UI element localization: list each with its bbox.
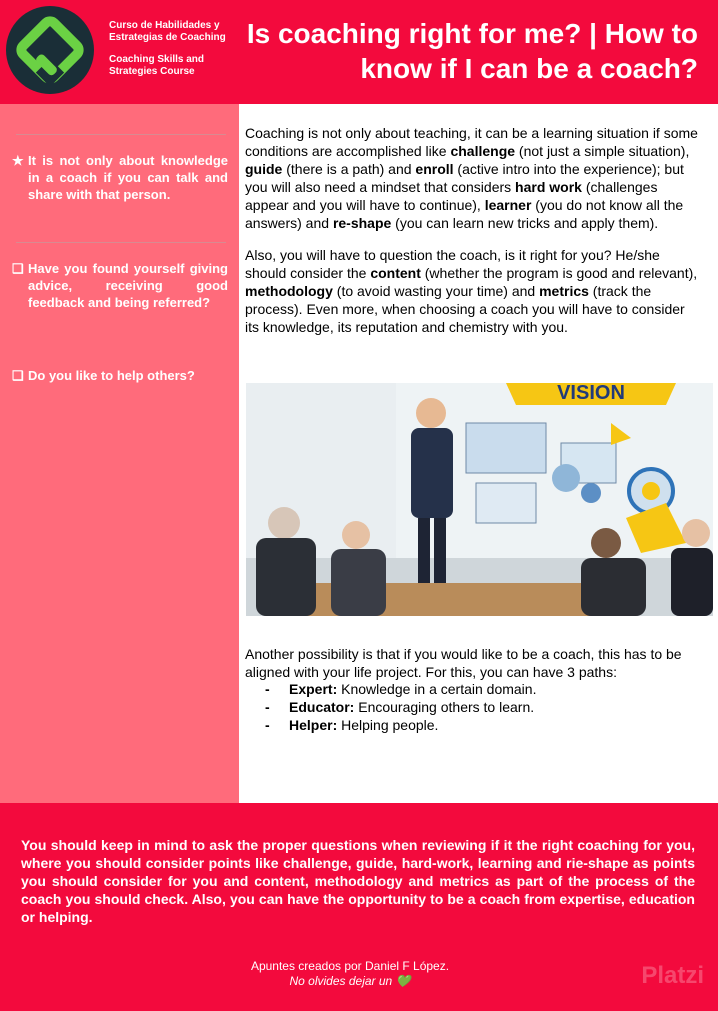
course-name-en: Coaching Skills and Strategies Course: [109, 54, 205, 77]
list-item: - Helper: Helping people.: [265, 717, 439, 733]
platzi-logo-icon: [6, 6, 94, 94]
path-term: Educator:: [289, 699, 355, 715]
star-icon: ★: [12, 153, 24, 168]
main-notes: [245, 124, 700, 336]
meeting-illustration: [246, 383, 713, 616]
paragraph-question-coach: Also, you will have to question the coach, is it right for you? He/she should consider the content (whether the program is good and relevant), methodology (to avoid wasting your time) and metrics (track the process). Even more, when choosing a coach you will have to consider its knowledge, its reputation and chemistry with you.: [245, 247, 698, 335]
path-desc: Knowledge in a certain domain.: [341, 681, 537, 697]
cue-sidebar: [0, 104, 239, 803]
cue-text: It is not only about knowledge in a coach if you can talk and share with that person.: [28, 153, 228, 202]
page-title: Is coaching right for me? | How to know if I can be a coach?: [246, 18, 698, 84]
header-banner: [0, 0, 718, 104]
cue-text: Do you like to help others?: [28, 368, 195, 383]
cue-text: Have you found yourself giving advice, receiving good feedback and being referred?: [28, 261, 228, 310]
summary-text: You should keep in mind to ask the proper questions when reviewing if it the right coaching for you, where you should consider points like challenge, guide, hard-work, learning and rie-shape as points you should consider for you and content, methodology and metrics as part of the process of the coach you should check. Also, you can have the opportunity to be a coach from expertise, education or helping.: [21, 837, 695, 925]
path-term: Expert:: [289, 681, 338, 697]
green-heart-icon: 💚: [395, 974, 411, 988]
path-desc: Encouraging others to learn.: [358, 699, 535, 715]
cue-item: [12, 367, 228, 384]
paths-list: [265, 680, 695, 734]
sidebar-divider: [16, 134, 226, 135]
vision-sign-text: VISION: [557, 383, 625, 404]
checkbox-icon: ❑: [12, 368, 24, 383]
paragraph-paths-intro: Another possibility is that if you would like to be a coach, this has to be aligned with your life project. For this, you can have 3 paths:: [245, 646, 682, 680]
list-item: - Educator: Encouraging others to learn.: [265, 699, 535, 715]
paragraph-conditions: Coaching is not only about teaching, it can be a learning situation if some conditions are accomplished like challenge (not just a simple situation), guide (there is a path) and enroll (active intro into the experience); but you will also need a mindset that considers hard work (challenges appear and you will have to continue), learner (you do not know all the answers) and re-shape (you can learn new tricks and apply them).: [245, 125, 698, 231]
meeting-photo: [246, 383, 713, 616]
cue-item: [12, 152, 228, 203]
credit-line: Apuntes creados por Daniel F López.: [250, 959, 450, 973]
platzi-logo: [6, 6, 94, 94]
course-name-es: Curso de Habilidades y Estrategias de Coaching: [109, 20, 226, 43]
platzi-watermark: Platzi: [641, 962, 704, 989]
sidebar-divider: [16, 242, 226, 243]
checkbox-icon: ❑: [12, 261, 24, 276]
credit-note: No olvides dejar un 💚: [289, 974, 411, 988]
cue-item: [12, 260, 228, 311]
list-item: - Expert: Knowledge in a certain domain.: [265, 681, 537, 697]
path-term: Helper:: [289, 717, 338, 733]
credits: [0, 959, 700, 989]
path-desc: Helping people.: [341, 717, 439, 733]
